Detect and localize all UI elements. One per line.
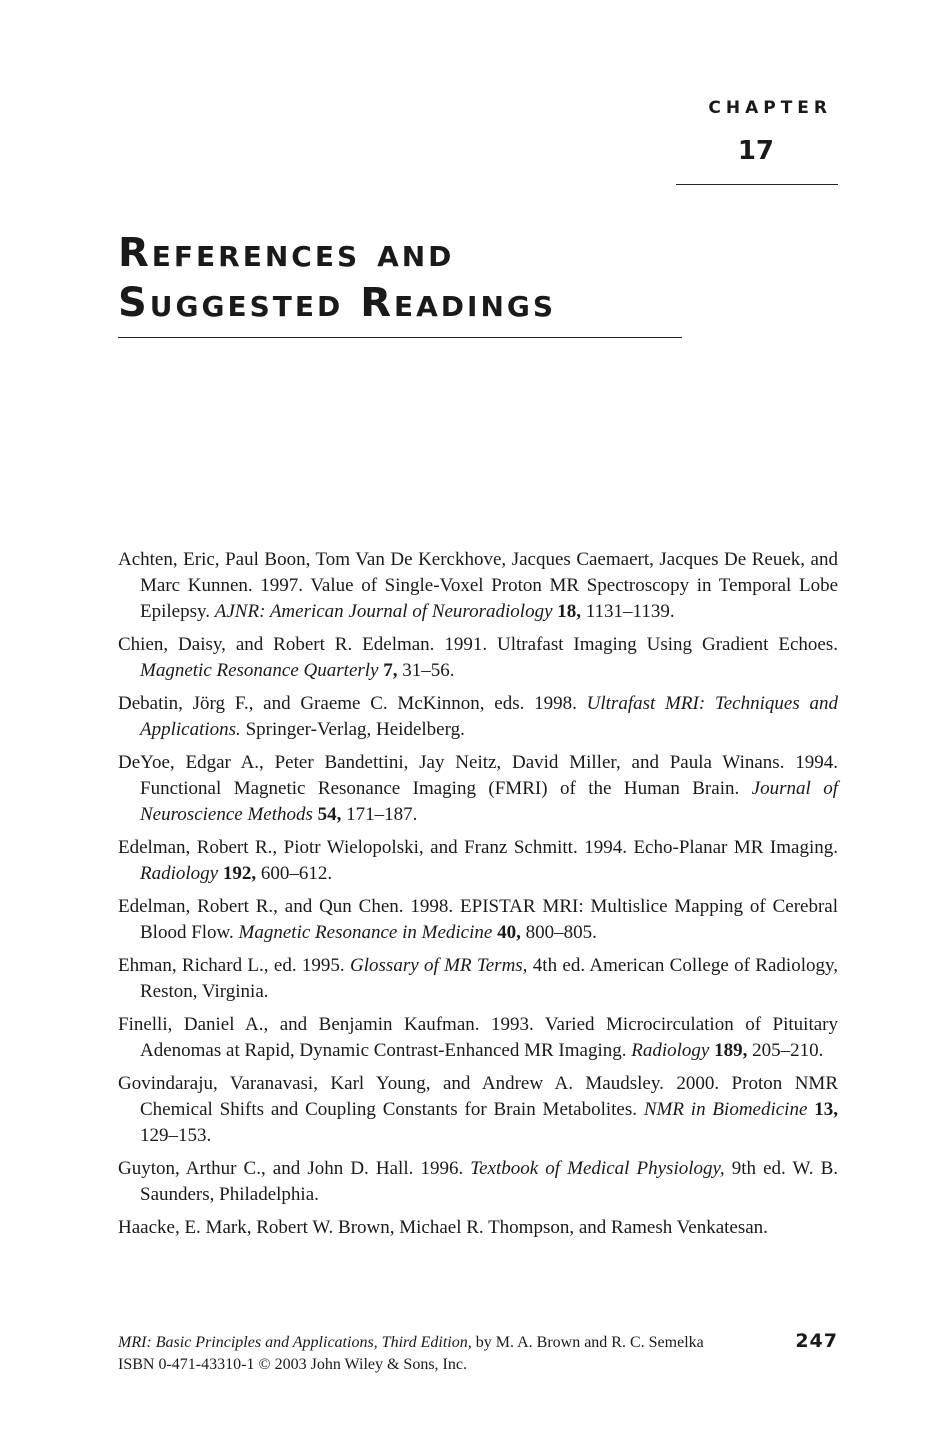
book-title: MRI: Basic Principles and Applications, Third Edition,: [118, 1334, 472, 1351]
reference-item: Govindaraju, Varanavasi, Karl Young, and Andrew A. Maudsley. 2000. Proton NMR Chemical Shifts and Coupling Constants for Brain Metabolites. NMR in Biomedicine 13, 129–153.: [118, 1073, 839, 1146]
title-line-1: References and: [118, 230, 455, 276]
title-divider: [118, 337, 682, 338]
page-number: 247: [795, 1330, 838, 1352]
reference-item: Guyton, Arthur C., and John D. Hall. 1996. Textbook of Medical Physiology, 9th ed. W. B. Saunders, Philadelphia.: [118, 1158, 838, 1205]
chapter-number: 17: [737, 136, 774, 166]
reference-item: Chien, Daisy, and Robert R. Edelman. 1991. Ultrafast Imaging Using Gradient Echoes. Magnetic Resonance Quarterly 7, 31–56.: [118, 634, 838, 681]
page-title: [118, 228, 556, 328]
page-footer: [118, 1330, 838, 1376]
reference-item: Achten, Eric, Paul Boon, Tom Van De Kerckhove, Jacques Caemaert, Jacques De Reuek, and Marc Kunnen. 1997. Value of Single-Voxel Proton MR Spectroscopy in Temporal Lobe Epilepsy. AJNR: American Journal of Neuroradiology 18, 1131–1139.: [118, 549, 838, 622]
isbn-line: ISBN 0-471-43310-1 © 2003 John Wiley & Sons, Inc.: [118, 1356, 467, 1373]
reference-item: Finelli, Daniel A., and Benjamin Kaufman. 1993. Varied Microcirculation of Pituitary Adenomas at Rapid, Dynamic Contrast-Enhanced MR Imaging. Radiology 189, 205–210.: [118, 1014, 838, 1061]
reference-item: Edelman, Robert R., Piotr Wielopolski, and Franz Schmitt. 1994. Echo-Planar MR Imaging. Radiology 192, 600–612.: [118, 837, 838, 884]
citation-line: [118, 1332, 704, 1354]
byline: by M. A. Brown and R. C. Semelka: [471, 1334, 704, 1351]
reference-list: [118, 547, 838, 1248]
reference-item: Haacke, E. Mark, Robert W. Brown, Michael R. Thompson, and Ramesh Venkatesan.: [118, 1217, 768, 1238]
chapter-label: CHAPTER: [708, 98, 832, 118]
reference-item: Debatin, Jörg F., and Graeme C. McKinnon, eds. 1998. Ultrafast MRI: Techniques and Applications. Springer-Verlag, Heidelberg.: [118, 693, 838, 740]
title-line-2: Suggested Readings: [118, 280, 557, 326]
reference-item: DeYoe, Edgar A., Peter Bandettini, Jay Neitz, David Miller, and Paula Winans. 1994. Functional Magnetic Resonance Imaging (FMRI) of the Human Brain. Journal of Neuroscience Methods 54, 171–187.: [118, 752, 838, 825]
reference-item: Edelman, Robert R., and Qun Chen. 1998. EPISTAR MRI: Multislice Mapping of Cerebral Blood Flow. Magnetic Resonance in Medicine 40, 800–805.: [118, 896, 838, 943]
chapter-divider: [676, 184, 838, 185]
reference-item: Ehman, Richard L., ed. 1995. Glossary of MR Terms, 4th ed. American College of Radiology, Reston, Virginia.: [118, 955, 838, 1002]
